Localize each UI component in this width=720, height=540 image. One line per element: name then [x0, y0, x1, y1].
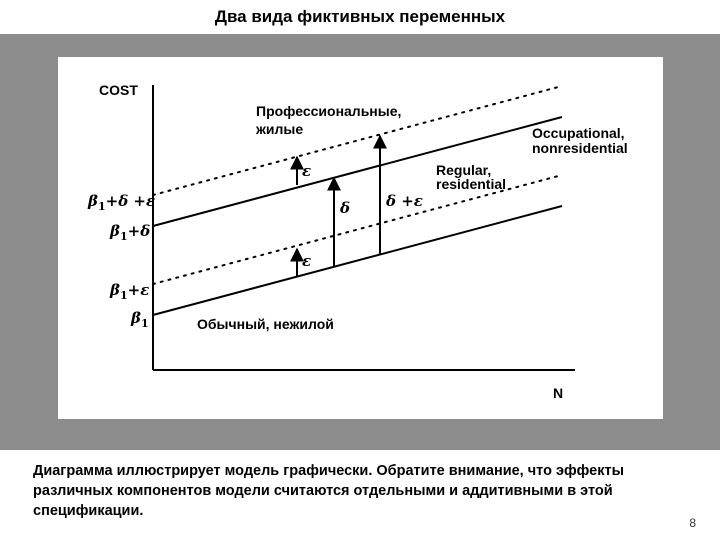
x-axis-label: N [553, 385, 564, 401]
intercept-label-b1-delta-eps: $\beta_1+\delta +\varepsilon$ [88, 192, 156, 213]
label-eps-upper: ε [302, 162, 312, 180]
label-occupational-en-1: Occupational, [532, 125, 625, 141]
label-regular-en-2: residential [436, 176, 507, 192]
label-regular-en-1: Regular, [436, 162, 492, 178]
line-regular-nonresidential [153, 206, 562, 315]
y-axis-label: COST [99, 82, 138, 98]
slide-title: Два вида фиктивных переменных [214, 7, 506, 26]
label-delta: δ [340, 199, 351, 217]
label-professional-ru-2: жилые [256, 121, 304, 137]
page-number: 8 [689, 516, 696, 530]
intercept-label-b1: $\beta_1$ [131, 309, 149, 330]
label-occupational-en-2: nonresidential [532, 140, 628, 156]
label-delta-eps: δ +ε [386, 192, 423, 210]
caption-text: Диаграмма иллюстрирует модель графически. Обратите внимание, что эффекты различных компонентов модели считаются отдельными и аддитивными в этой спецификации. [33, 463, 624, 519]
label-eps-lower: ε [302, 252, 312, 270]
label-ordinary-ru: Обычный, нежилой [197, 316, 334, 332]
label-professional-ru-1: Профессиональные, [256, 103, 402, 119]
intercept-label-b1-eps: $\beta_1+\varepsilon$ [110, 281, 150, 302]
intercept-label-b1-delta: $\beta_1+\delta$ [110, 222, 151, 243]
line-occupational-nonresidential [153, 117, 562, 226]
